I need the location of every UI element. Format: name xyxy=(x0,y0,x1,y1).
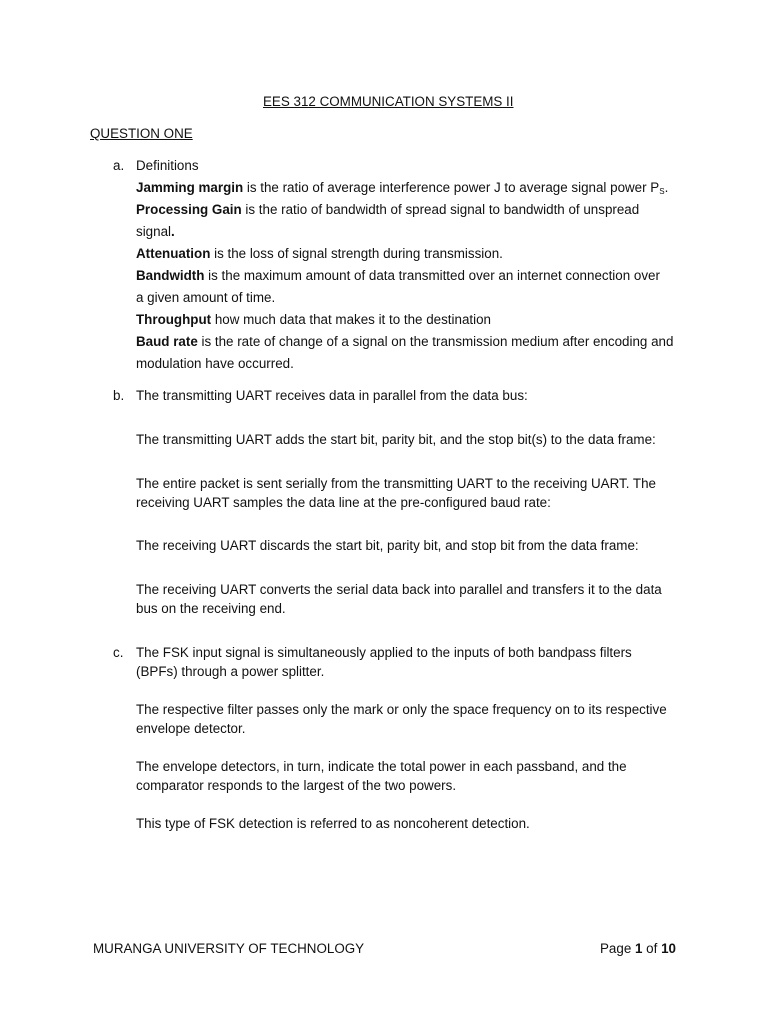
baud-rate-text-2: modulation have occurred. xyxy=(136,356,294,371)
total-pages: 10 xyxy=(661,941,676,956)
current-page: 1 xyxy=(635,941,643,956)
definition-processing-gain xyxy=(136,202,639,217)
footer-institution: MURANGA UNIVERSITY OF TECHNOLOGY xyxy=(93,941,365,956)
term-processing-gain: Processing Gain xyxy=(136,202,242,217)
throughput-text: how much data that makes it to the destination xyxy=(211,312,491,327)
fsk-para-2-line-2: envelope detector. xyxy=(136,721,246,736)
document-title: EES 312 COMMUNICATION SYSTEMS II xyxy=(263,94,514,109)
fsk-para-3-line-2: comparator responds to the largest of the two powers. xyxy=(136,778,457,793)
uart-step-5-line-2: bus on the receiving end. xyxy=(136,601,286,616)
section-a-marker: a. xyxy=(113,158,125,173)
processing-gain-end: . xyxy=(171,224,175,239)
processing-gain-text-2: signal xyxy=(136,224,171,239)
uart-step-2: The transmitting UART adds the start bit, parity bit, and the stop bit(s) to the data frame: xyxy=(136,432,656,447)
definition-attenuation xyxy=(136,246,503,261)
section-c-marker: c. xyxy=(113,645,124,660)
of-word: of xyxy=(642,941,662,956)
uart-step-5-line-1: The receiving UART converts the serial data back into parallel and transfers it to the data xyxy=(136,582,662,597)
definition-baud-rate xyxy=(136,334,673,349)
term-throughput: Throughput xyxy=(136,312,212,327)
jamming-margin-text: is the ratio of average interference power J to average signal power P xyxy=(243,180,660,195)
bandwidth-text-2: a given amount of time. xyxy=(136,290,276,305)
uart-step-4: The receiving UART discards the start bit, parity bit, and stop bit from the data frame: xyxy=(136,538,639,553)
definition-processing-gain-cont xyxy=(136,224,175,239)
section-b-marker: b. xyxy=(113,388,125,403)
uart-step-3-line-2: receiving UART samples the data line at the pre-configured baud rate: xyxy=(136,495,551,510)
fsk-para-1-line-1: The FSK input signal is simultaneously applied to the inputs of both bandpass filters xyxy=(136,645,632,660)
attenuation-text: is the loss of signal strength during transmission. xyxy=(210,246,503,261)
page-number xyxy=(600,941,676,956)
uart-step-1: The transmitting UART receives data in parallel from the data bus: xyxy=(136,388,528,403)
definition-bandwidth xyxy=(136,268,660,283)
page-word: Page xyxy=(600,941,635,956)
signal-power-subscript: S xyxy=(659,187,665,196)
processing-gain-text-1: is the ratio of bandwidth of spread signal to bandwidth of unspread xyxy=(241,202,640,217)
fsk-para-3-line-1: The envelope detectors, in turn, indicate the total power in each passband, and the xyxy=(136,759,627,774)
baud-rate-text-1: is the rate of change of a signal on the transmission medium after encoding and xyxy=(197,334,674,349)
jamming-margin-end: . xyxy=(664,180,669,195)
term-bandwidth: Bandwidth xyxy=(136,268,205,283)
fsk-para-2-line-1: The respective filter passes only the mark or only the space frequency on to its respective xyxy=(136,702,667,717)
definitions-heading: Definitions xyxy=(136,158,199,173)
definition-throughput xyxy=(136,312,491,327)
definition-jamming-margin xyxy=(136,180,668,196)
term-baud-rate: Baud rate xyxy=(136,334,198,349)
question-heading: QUESTION ONE xyxy=(90,126,193,141)
bandwidth-text-1: is the maximum amount of data transmitted over an internet connection over xyxy=(204,268,660,283)
term-jamming-margin: Jamming margin xyxy=(136,180,244,195)
fsk-para-4: This type of FSK detection is referred to as noncoherent detection. xyxy=(136,816,530,831)
fsk-para-1-line-2: (BPFs) through a power splitter. xyxy=(136,664,325,679)
term-attenuation: Attenuation xyxy=(136,246,211,261)
uart-step-3-line-1: The entire packet is sent serially from the transmitting UART to the receiving UART. The xyxy=(136,476,656,491)
